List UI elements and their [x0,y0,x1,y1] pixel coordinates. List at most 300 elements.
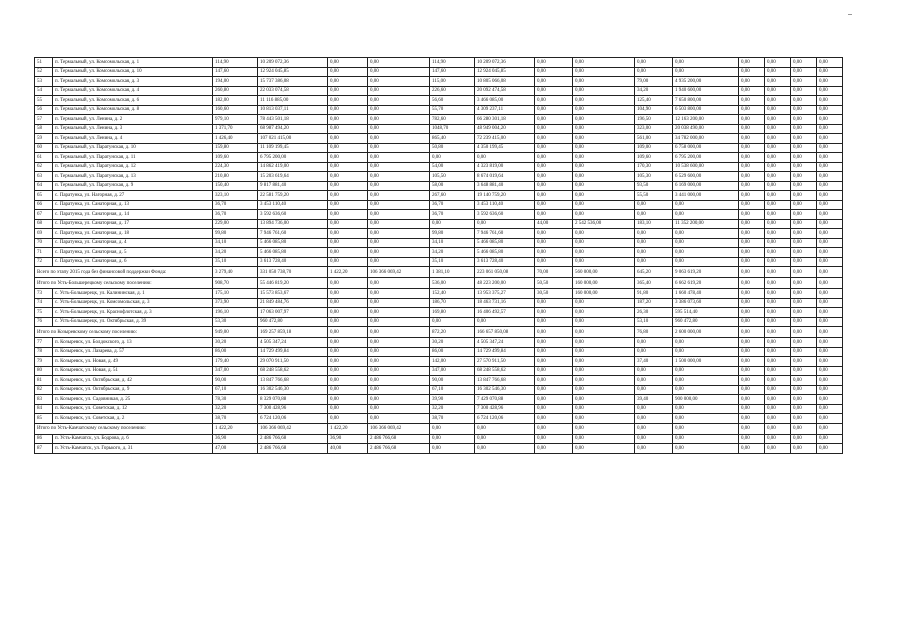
table-cell: 0,00 [328,338,368,348]
table-row [35,376,843,386]
table-cell: 35,10 [213,257,258,267]
table-cell: 0,00 [573,327,635,338]
table-cell: п. Термальный, ул. Комсомольская, д. 4 [53,86,213,96]
table-cell: 0,00 [475,153,535,163]
table-cell: 0,00 [673,434,739,444]
table-cell: 0,00 [791,134,817,144]
table-cell: 0,00 [328,327,368,338]
table-cell: п. Усть-Камчатск, ул. Горького, д. 31 [53,444,213,454]
table-cell: 949,00 [213,327,258,338]
table-cell: 0,00 [573,238,635,248]
table-cell: 0,00 [791,404,817,414]
table-cell: 14 729 499,84 [258,347,328,357]
table-row [35,153,843,163]
table-cell: 0,00 [817,423,843,434]
table-cell: 32,20 [213,404,258,414]
table-cell: 57 [35,115,53,125]
table-cell: 0,00 [328,229,368,239]
table-cell: 47,00 [213,444,258,454]
table-cell: 223 061 050,08 [475,267,535,278]
table-cell: 90,00 [213,376,258,386]
table-cell: 0,00 [817,124,843,134]
table-cell: 6 795 200,00 [258,153,328,163]
table-cell: 152,40 [430,289,475,299]
table-cell: 0,00 [573,376,635,386]
table-cell: 365,40 [635,278,673,289]
table-cell: 11 109 199,45 [258,143,328,153]
table-cell: 4 505 347,24 [258,338,328,348]
table-row [35,308,843,318]
table-cell: 10 538 600,00 [673,162,739,172]
table-cell: 0,00 [635,210,673,220]
table-cell: 0,00 [368,298,430,308]
table-cell: 0,00 [535,444,573,454]
table-row [35,105,843,115]
table-cell: 6 529 600,00 [673,172,739,182]
table-cell: 0,00 [791,289,817,299]
table-cell: 1 660 478,40 [673,289,739,299]
table-body [35,58,843,454]
table-row [35,200,843,210]
table-cell: 79 [35,357,53,367]
table-cell: 900 000,00 [673,395,739,405]
table-cell: 0,00 [368,86,430,96]
table-cell: 109,60 [635,153,673,163]
table-cell: 0,00 [573,444,635,454]
table-cell: 373,90 [213,298,258,308]
table-cell: 0,00 [573,67,635,77]
table-cell: 50,50 [535,278,573,289]
table-cell: п. Термальный, ул. Комсомольская, д. 6 [53,96,213,106]
table-cell: 70 [35,238,53,248]
table-cell: 865,40 [430,134,475,144]
table-cell: 0,00 [791,308,817,318]
table-cell: 0,00 [368,347,430,357]
table-cell: 34 782 000,00 [673,134,739,144]
table-cell: 0,00 [635,67,673,77]
table-cell: 0,00 [673,414,739,424]
table-cell: 0,00 [328,395,368,405]
table-cell: 0,00 [739,58,765,68]
table-cell: 18 463 731,16 [475,298,535,308]
table-cell: 53 [35,77,53,87]
table-cell: 0,00 [765,229,791,239]
table-row [35,77,843,87]
table-cell: 0,00 [368,153,430,163]
table-cell: 0,00 [368,357,430,367]
table-cell: 323,10 [213,191,258,201]
table-cell: 34,20 [213,248,258,258]
table-row [35,338,843,348]
table-cell: 0,00 [673,200,739,210]
table-cell: 0,00 [817,338,843,348]
table-cell: 85 [35,414,53,424]
table-cell: 0,00 [817,86,843,96]
table-cell: 0,00 [368,58,430,68]
table-cell: 0,00 [368,248,430,258]
table-cell: 0,00 [739,219,765,229]
table-cell: 0,00 [739,77,765,87]
table-cell: 3 453 110,40 [258,200,328,210]
table-cell: 0,00 [765,289,791,299]
table-cell: 5 466 085,80 [475,238,535,248]
table-cell: 115,00 [430,77,475,87]
table-cell: 7 946 761,60 [258,229,328,239]
table-cell: 0,00 [535,172,573,182]
table-cell: 0,00 [368,238,430,248]
table-cell: 0,00 [635,248,673,258]
table-row [35,219,843,229]
table-cell: 27 570 911,50 [475,357,535,367]
table-cell: 147,60 [430,67,475,77]
table-cell: 0,00 [817,444,843,454]
table-cell: 0,00 [765,219,791,229]
table-cell: 3 441 000,00 [673,191,739,201]
table-cell: 0,00 [635,414,673,424]
table-cell: п. Козыревск, ул. Октябрьская, д. 42 [53,376,213,386]
table-cell: 106 366 069,42 [258,423,328,434]
table-cell: 0,00 [535,105,573,115]
table-cell: 90,00 [430,376,475,386]
table-cell: 0,00 [573,414,635,424]
table-cell: 76,80 [635,327,673,338]
table-row [35,395,843,405]
table-cell: 32,20 [430,404,475,414]
table-cell: 63 [35,172,53,182]
table-cell: 114,90 [213,58,258,68]
table-cell: 77 [35,338,53,348]
table-cell: 0,00 [535,181,573,191]
table-cell: 0,00 [535,357,573,367]
table-cell: с. Паратунка, ул. Санаторная, д. 13 [53,200,213,210]
table-cell: 36,70 [213,210,258,220]
table-cell: 0,00 [328,172,368,182]
table-cell: 0,00 [368,278,430,289]
table-cell: 159,80 [213,143,258,153]
table-cell: 169,80 [430,308,475,318]
table-row [35,347,843,357]
table-cell: 0,00 [573,210,635,220]
table-cell: 10 813 037,11 [258,105,328,115]
table-cell: 0,00 [635,434,673,444]
table-cell: 82 [35,385,53,395]
table-cell: 15 737 386,08 [258,77,328,87]
table-cell: 0,00 [328,278,368,289]
table-cell: 73 [35,289,53,299]
table-cell: 36,70 [430,210,475,220]
table-cell: 0,00 [328,317,368,327]
table-row [35,229,843,239]
table-cell: 86,00 [430,347,475,357]
table-cell: 0,00 [739,347,765,357]
table-cell: 0,00 [535,338,573,348]
table-cell: 1 426,40 [213,134,258,144]
table-cell: с. Паратунка, ул. Санаторная, д. 5 [53,248,213,258]
table-cell: 60 [35,143,53,153]
table-cell: 0,00 [535,257,573,267]
table-cell: 48 223 200,00 [475,278,535,289]
table-cell: 104,90 [635,105,673,115]
table-cell: 0,00 [791,395,817,405]
table-cell: 0,00 [739,248,765,258]
table-cell: 908,70 [213,278,258,289]
table-cell: 0,00 [573,229,635,239]
table-cell: 0,00 [739,414,765,424]
table-cell: 595 514,40 [673,308,739,318]
table-cell: 0,00 [765,338,791,348]
table-cell: 1 422,20 [213,423,258,434]
table-cell: 0,00 [635,200,673,210]
table-cell: 0,00 [635,385,673,395]
table-cell: 0,00 [535,229,573,239]
table-cell: 0,00 [635,229,673,239]
table-cell: 0,00 [368,210,430,220]
table-cell: 331 050 738,70 [258,267,328,278]
table-cell: 0,00 [765,298,791,308]
table-cell: 5 466 085,80 [258,238,328,248]
table-cell: 65 [35,191,53,201]
table-cell: 0,00 [328,67,368,77]
table-cell: 0,00 [328,86,368,96]
table-cell: 2 486 766,68 [258,444,328,454]
table-cell: 0,00 [328,308,368,318]
table-cell: 0,00 [535,58,573,68]
table-cell: 0,00 [635,376,673,386]
table-row [35,248,843,258]
table-cell: 39,40 [635,395,673,405]
table-cell: 0,00 [430,444,475,454]
table-cell: 0,00 [739,153,765,163]
table-cell: 3 279,40 [213,267,258,278]
table-cell: 186,70 [430,298,475,308]
table-cell: 0,00 [817,308,843,318]
table-cell: 0,00 [739,134,765,144]
table-cell: 125,40 [635,96,673,106]
table-cell: с. Паратунка, ул. Санаторная, д. 6 [53,257,213,267]
table-cell: 3 613 728,40 [258,257,328,267]
table-cell: 0,00 [535,200,573,210]
table-cell: 347,00 [213,366,258,376]
table-row [35,357,843,367]
table-cell: 53,30 [213,317,258,327]
table-cell: 0,00 [573,338,635,348]
table-cell: 81 [35,376,53,386]
table-cell: 0,00 [328,191,368,201]
table-cell: 0,00 [739,298,765,308]
table-cell: 194,00 [213,77,258,87]
table-cell: 0,00 [475,423,535,434]
table-cell: 0,00 [817,414,843,424]
table-cell: 0,00 [739,191,765,201]
table-cell: 3 613 728,40 [475,257,535,267]
table-cell: п. Козыревск, ул. Советская, д. 12 [53,404,213,414]
table-cell: 0,00 [739,423,765,434]
table-row [35,124,843,134]
table-cell: 10 209 072,36 [258,58,328,68]
table-cell: 0,00 [791,317,817,327]
table-cell: 0,00 [673,58,739,68]
table-cell: 7 300 428,96 [258,404,328,414]
table-cell: 0,00 [673,248,739,258]
table-cell: 0,00 [573,143,635,153]
table-cell: 61 [35,153,53,163]
table-cell: 0,00 [328,248,368,258]
table-cell: 0,00 [817,105,843,115]
table-cell: 0,00 [765,444,791,454]
table-cell: 2 486 766,68 [258,434,328,444]
table-cell: 0,00 [765,200,791,210]
table-cell: 0,00 [817,210,843,220]
table-cell: 0,00 [368,289,430,299]
table-cell: 536,00 [430,278,475,289]
table-cell: 0,00 [791,143,817,153]
table-cell: 182,00 [213,96,258,106]
table-cell: 0,00 [328,210,368,220]
table-cell: 16 302 546,30 [475,385,535,395]
table-cell: 347,00 [430,366,475,376]
table-cell: 0,00 [791,414,817,424]
table-cell: 150,40 [213,181,258,191]
table-cell: 960 472,80 [258,317,328,327]
table-cell: 0,00 [765,267,791,278]
table-cell: 9 063 619,20 [673,267,739,278]
table-cell: 0,00 [328,357,368,367]
table-cell: 12 163 200,00 [673,115,739,125]
table-cell: 0,00 [791,278,817,289]
table-cell: 0,00 [765,67,791,77]
table-cell: 0,00 [635,366,673,376]
table-cell: 0,00 [328,238,368,248]
table-cell: 0,00 [368,77,430,87]
table-cell: 0,00 [535,162,573,172]
table-cell: 0,00 [739,317,765,327]
table-cell: 8 329 070,88 [258,395,328,405]
table-cell: 0,00 [368,327,430,338]
table-cell: п. Козыревск, ул. Октябрьская, д. 9 [53,385,213,395]
table-row [35,238,843,248]
table-cell: п. Термальный, ул. Комсомольская, д. 10 [53,67,213,77]
table-cell: 0,00 [673,423,739,434]
table-cell: 0,00 [765,96,791,106]
table-cell: 0,00 [475,317,535,327]
table-cell: п. Термальный, ул. Паратунская, д. 10 [53,143,213,153]
table-cell: 0,00 [573,395,635,405]
table-cell: 0,00 [368,308,430,318]
table-cell: 79,00 [635,77,673,87]
table-cell: 0,00 [739,229,765,239]
table-cell: 0,00 [573,58,635,68]
table-cell: 0,00 [475,219,535,229]
table-cell: 14 729 499,84 [475,347,535,357]
table-cell: 323,00 [635,124,673,134]
table-cell: 0,00 [573,357,635,367]
table-cell: 0,00 [635,423,673,434]
table-cell: 1 422,20 [328,423,368,434]
table-cell: 0,00 [817,238,843,248]
table-cell: 0,00 [817,77,843,87]
table-cell: п. Термальный, ул. Ленина, д. 2 [53,115,213,125]
table-cell: 0,00 [765,115,791,125]
table-cell: 0,00 [739,376,765,386]
table-cell: 0,00 [673,210,739,220]
table-cell: 0,00 [791,238,817,248]
table-cell: 0,00 [739,124,765,134]
table-cell: 0,00 [573,115,635,125]
table-cell: 68 987 494,20 [258,124,328,134]
table-cell: 0,00 [791,77,817,87]
table-cell: 0,00 [673,67,739,77]
table-row [35,366,843,376]
table-row [35,172,843,182]
table-cell: 0,00 [328,257,368,267]
table-cell: 0,00 [573,200,635,210]
table-cell: 55 [35,96,53,106]
table-cell: 0,00 [368,105,430,115]
table-cell: 0,00 [573,257,635,267]
table-cell: 0,00 [791,338,817,348]
table-cell: 0,00 [765,366,791,376]
table-cell: 0,00 [328,366,368,376]
total-label: Итого по Козыревскому сельскому поселению: [35,327,213,338]
table-cell: 872,20 [430,327,475,338]
table-cell: 0,00 [368,115,430,125]
table-cell: 0,00 [573,124,635,134]
table-cell: 7 429 070,88 [475,395,535,405]
table-cell: 210,80 [213,172,258,182]
table-cell: 0,00 [368,414,430,424]
table-cell: с. Паратунка, ул. Санаторная, д. 17 [53,219,213,229]
table-cell: 0,00 [765,77,791,87]
table-cell: 36,70 [430,200,475,210]
table-cell: 34,20 [635,86,673,96]
table-row [35,414,843,424]
table-cell: с. Паратунка, ул. Нагорная, д. 27 [53,191,213,201]
table-cell: 0,00 [765,191,791,201]
table-cell: 0,00 [535,124,573,134]
table-cell: 68 [35,219,53,229]
table-cell: 0,00 [791,172,817,182]
table-cell: 4 505 347,24 [475,338,535,348]
table-cell: 1 371,70 [213,124,258,134]
table-cell: 0,00 [328,134,368,144]
table-cell: 71 [35,248,53,258]
table-cell: 0,00 [739,162,765,172]
table-cell: 2 486 766,68 [368,434,430,444]
table-cell: 0,00 [535,308,573,318]
table-cell: 78 [35,347,53,357]
table-cell: 78,30 [213,395,258,405]
table-cell: 38,70 [430,414,475,424]
table-cell: 0,00 [573,96,635,106]
table-cell: 4 935 200,00 [673,77,739,87]
table-cell: 0,00 [368,143,430,153]
table-cell: 3 592 636,60 [475,210,535,220]
table-cell: 0,00 [817,200,843,210]
table-cell: п. Козыревск, ул. Садовникая, д. 25 [53,395,213,405]
total-label: Итого по Усть-Большерецкому сельскому поселению: [35,278,213,289]
table-cell: 196,10 [213,308,258,318]
table-cell: 84 [35,404,53,414]
table-cell: 99,80 [213,229,258,239]
table-cell: 0,00 [328,289,368,299]
table-cell: 0,00 [817,434,843,444]
table-cell: 0,00 [791,267,817,278]
table-cell: 0,00 [475,434,535,444]
table-cell: 0,00 [817,327,843,338]
data-table [34,57,843,454]
table-cell: 0,00 [573,366,635,376]
table-cell: 11 352 200,00 [673,219,739,229]
